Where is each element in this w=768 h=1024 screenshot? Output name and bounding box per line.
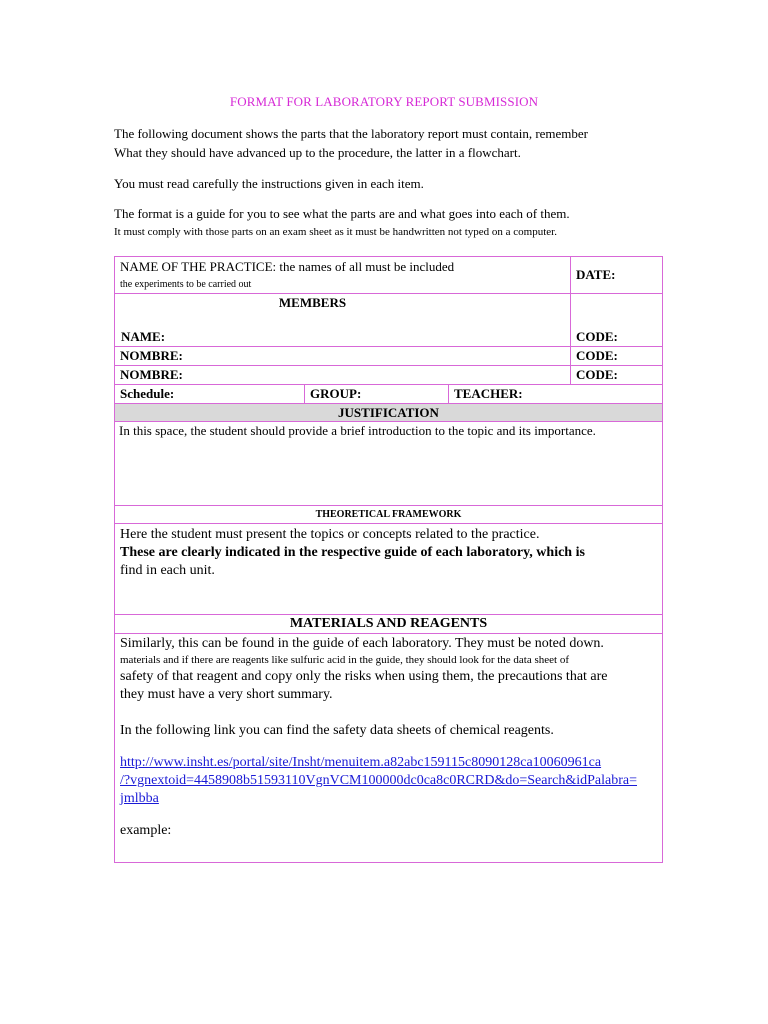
materials-body [115,634,663,863]
materials-heading-row [115,615,663,634]
intro-paragraph-1 [114,124,588,162]
intro-paragraph-3 [114,204,570,223]
intro-note: It must comply with those parts on an exam sheet as it must be handwritten not typed on a computer. [114,226,557,238]
report-format-table [114,256,663,863]
date-cell [571,257,663,294]
materials-heading: MATERIALS AND REAGENTS [115,615,663,634]
theoretical-heading: THEORETICAL FRAMEWORK [115,506,663,524]
materials-line: safety of that reagent and copy only the risks when using them, the precautions that are [120,669,608,684]
code-label: CODE: [576,329,618,344]
intro-line: What they should have advanced up to the procedure, the latter in a flowchart. [114,145,521,160]
justification-heading: JUSTIFICATION [115,404,663,422]
justification-text: In this space, the student should provide a brief introduction to the topic and its importance. [115,422,663,506]
materials-line-small: materials and if there are reagents like sulfuric acid in the guide, they should look for the data sheet of [120,654,570,666]
schedule-cell [115,385,305,404]
code-cell-3 [571,366,663,385]
name-label: NAME: [121,329,166,344]
theoretical-body-row [115,524,663,615]
materials-body-row [115,634,663,863]
intro-paragraph-2: You must read carefully the instructions given in each item. [114,176,424,191]
group-cell [305,385,449,404]
justification-body-row [115,422,663,506]
practice-label: NAME OF THE PRACTICE: [120,259,277,274]
member-row-3 [115,366,663,385]
members-label: MEMBERS [278,295,347,310]
link-line[interactable]: /?vgnextoid=4458908b51593110VgnVCM100000dc0ca8c0RCRD&do=Search&idPalabra= [120,773,637,788]
members-name-cell [115,294,571,347]
theoretical-line: find in each unit. [120,563,215,578]
link-line[interactable]: http://www.insht.es/portal/site/Insht/menuitem.a82abc159115c8090128ca10060961ca [120,755,602,770]
members-row [115,294,663,347]
code-label: CODE: [576,367,618,382]
schedule-label: Schedule: [120,386,175,401]
materials-line: Similarly, this can be found in the guide of each laboratory. They must be noted down. [120,636,604,651]
theoretical-line: Here the student must present the topics or concepts related to the practice. [120,527,540,542]
nombre-label: NOMBRE: [120,348,183,363]
code-cell-2 [571,347,663,366]
nombre-label: NOMBRE: [120,367,183,382]
teacher-label: TEACHER: [454,386,523,401]
theoretical-body [115,524,663,615]
code-label: CODE: [576,348,618,363]
justification-heading-row [115,404,663,422]
link-line[interactable]: jmlbba [120,791,159,806]
practice-name-cell [115,257,571,294]
code-cell-1 [571,294,663,347]
example-label: example: [120,823,172,838]
document-title: FORMAT FOR LABORATORY REPORT SUBMISSION [229,94,539,109]
nombre-cell-1 [115,347,571,366]
theoretical-heading-row [115,506,663,524]
practice-row [115,257,663,294]
materials-line: they must have a very short summary. [120,687,333,702]
intro-line: The format is a guide for you to see what the parts are and what goes into each of them. [114,206,570,221]
practice-instruction-2: the experiments to be carried out [120,279,252,290]
date-label: DATE: [576,267,616,282]
intro-line: The following document shows the parts that the laboratory report must contain, remember [114,126,589,141]
safety-datasheet-link[interactable] [120,754,657,808]
materials-line: In the following link you can find the safety data sheets of chemical reagents. [120,723,554,738]
theoretical-line-bold: These are clearly indicated in the respective guide of each laboratory, which is [120,545,585,560]
teacher-cell [449,385,663,404]
member-row-2 [115,347,663,366]
schedule-row [115,385,663,404]
practice-instruction: the names of all must be included [276,259,455,274]
nombre-cell-2 [115,366,571,385]
group-label: GROUP: [310,386,362,401]
